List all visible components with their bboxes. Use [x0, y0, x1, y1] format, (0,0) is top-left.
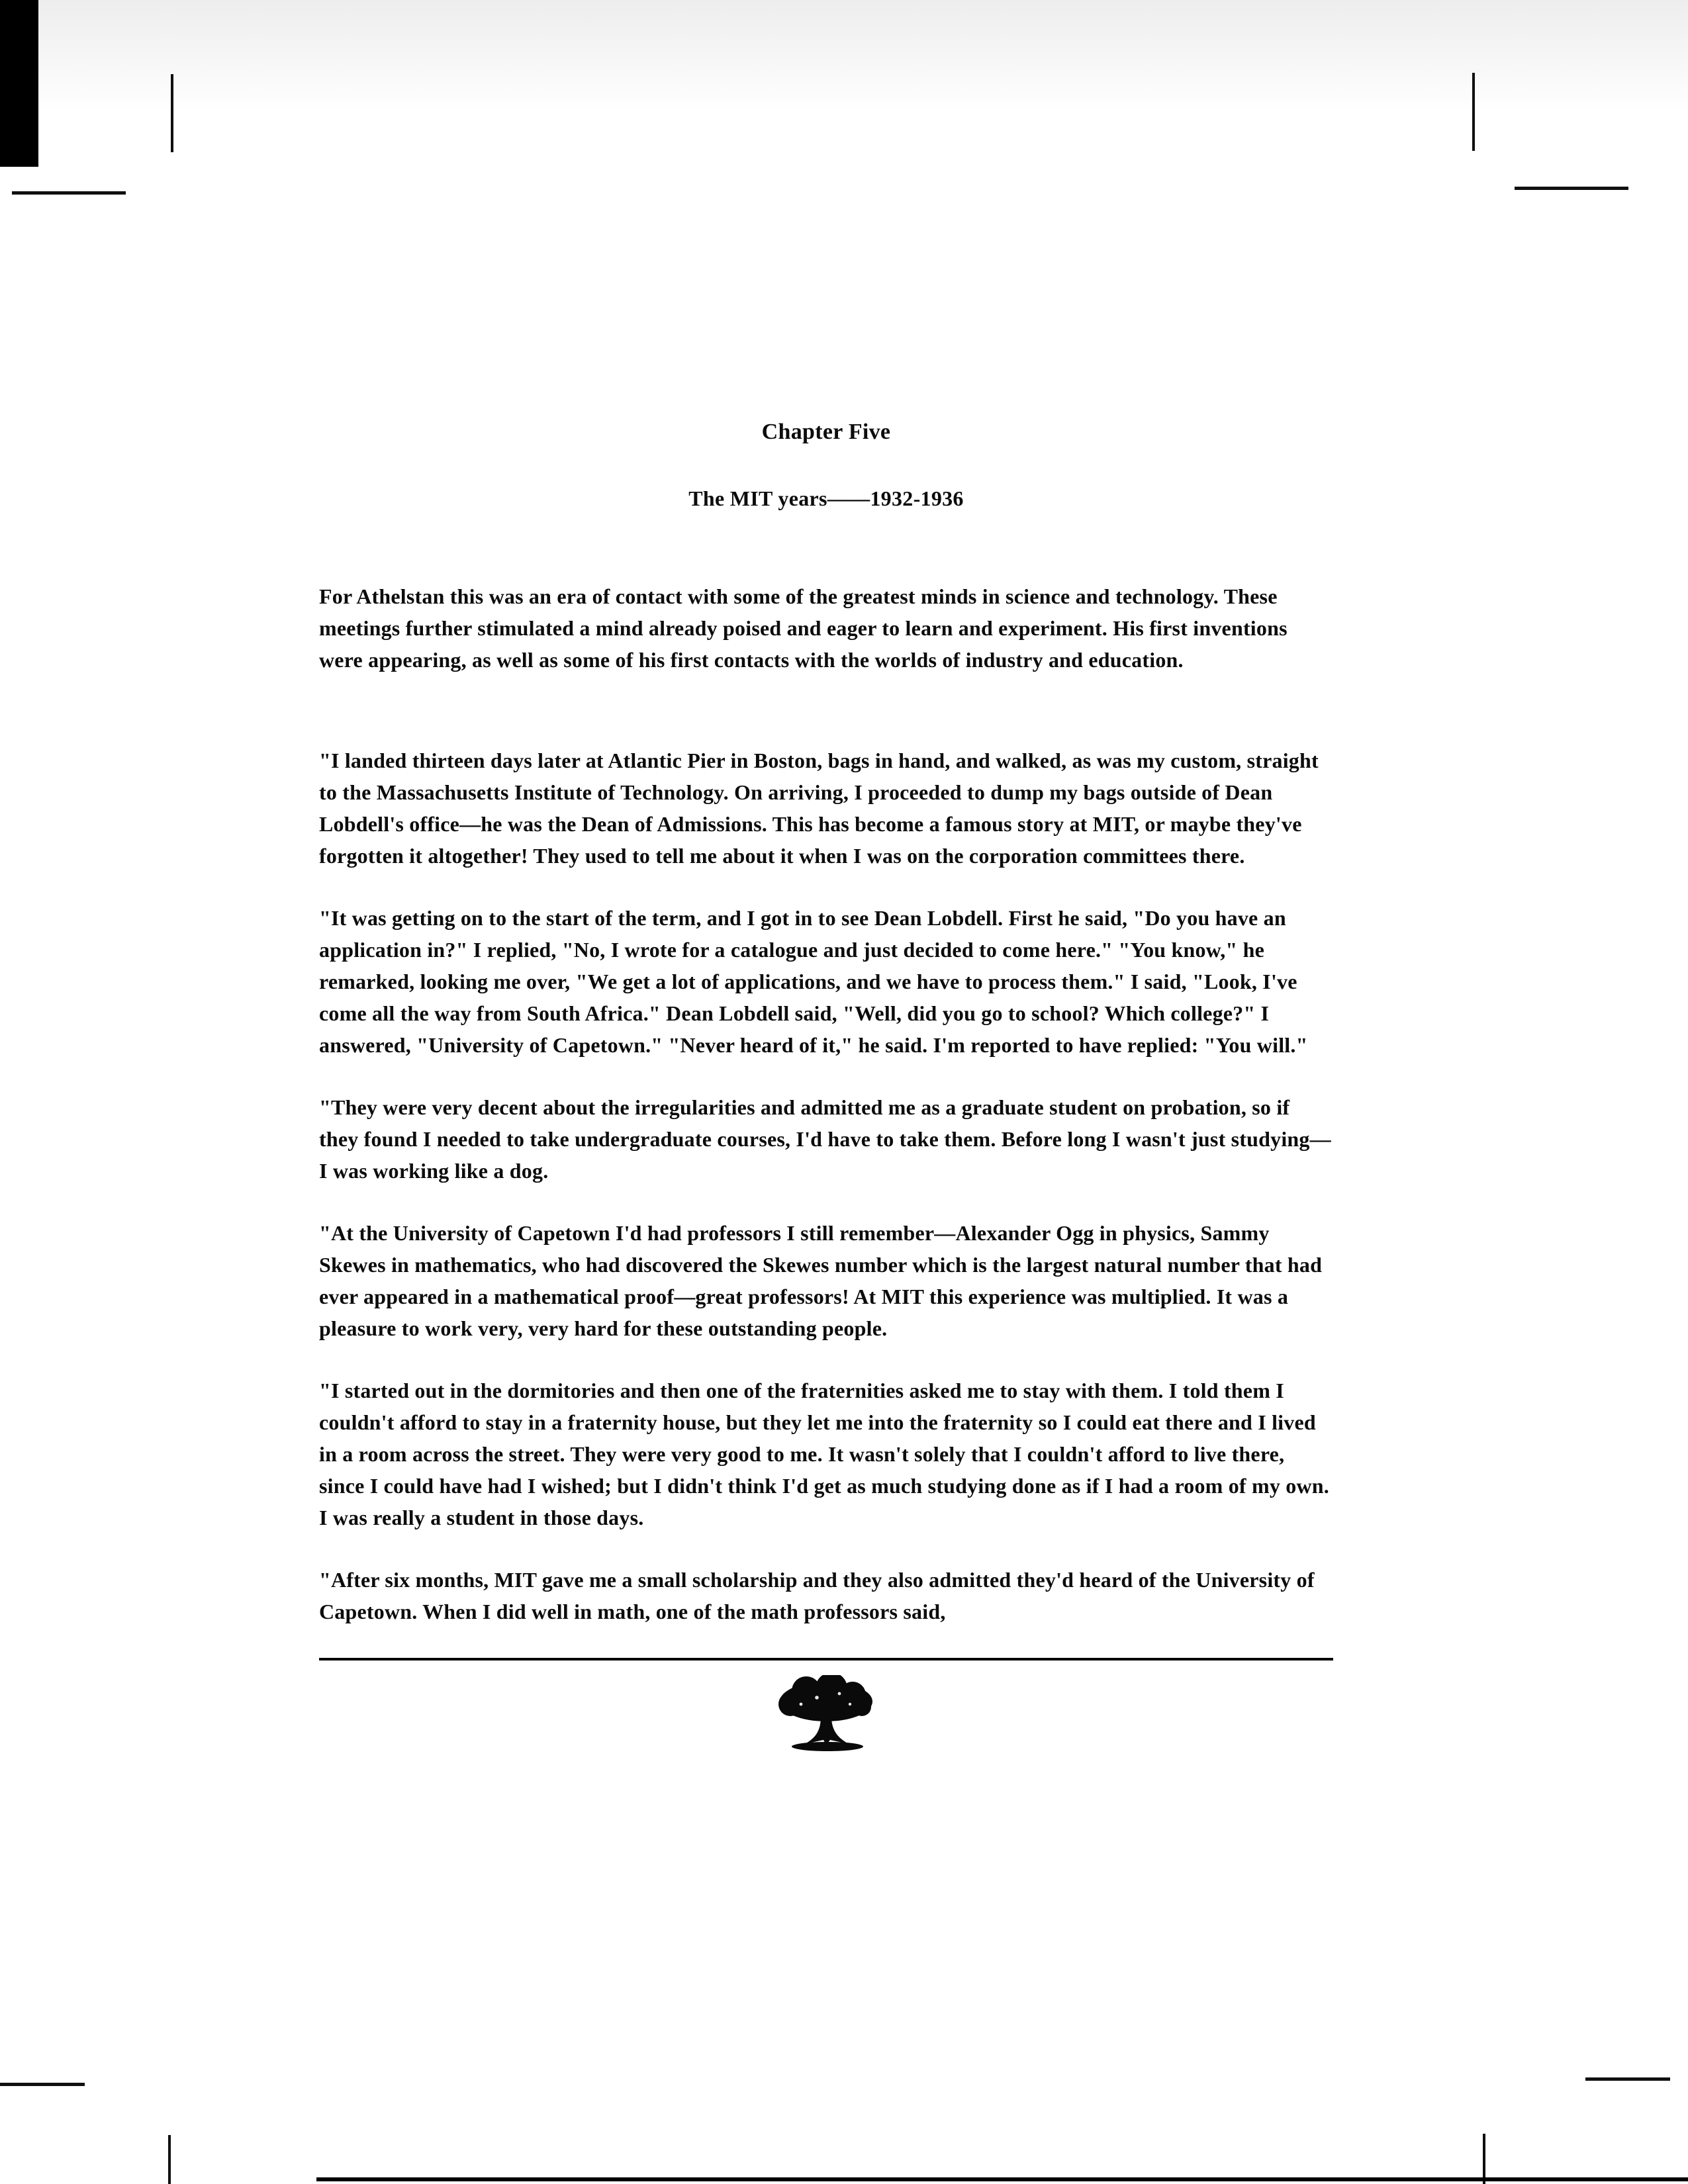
registration-mark-bottom-right — [1483, 2134, 1485, 2184]
page-content — [319, 0, 1333, 1756]
paragraph: "I landed thirteen days later at Atlantic Pier in Boston, bags in hand, and walked, as was my custom, straight to the Massachusetts Institute of Technology. On arriving, I proceeded to dump my bags outside of Dean Lobdell's office—he was the Dean of Admissions. This has become a famous story at MIT, or maybe they've forgotten it altogether! They used to tell me about it when I was on the corporation committees there. — [319, 749, 1319, 868]
paragraph: "At the University of Capetown I'd had professors I still remember—Alexander Ogg in physics, Sammy Skewes in mathematics, who had discovered the Skewes number which is the largest natural number that had ever appeared in a mathematical proof—great professors! At MIT this experience was multiplied. It was a pleasure to work very, very hard for these outstanding people. — [319, 1221, 1323, 1340]
footer-rule — [319, 1658, 1333, 1661]
registration-mark-top-left — [171, 74, 173, 152]
chapter-title: Chapter Five — [761, 420, 891, 444]
registration-mark-top-right — [1472, 73, 1475, 151]
registration-dash-bottom-left — [0, 2083, 85, 2086]
registration-dash-left — [12, 191, 126, 195]
chapter-subtitle: The MIT years——1932-1936 — [688, 486, 964, 510]
footer-logo-area — [319, 1675, 1333, 1756]
registration-dash-right — [1515, 187, 1628, 190]
registration-mark-bottom-left — [168, 2135, 171, 2184]
tree-logo-icon — [767, 1675, 886, 1753]
paragraph: "I started out in the dormitories and then one of the fraternities asked me to stay with them. I told them I couldn't afford to stay in a fraternity house, but they let me into the fraternity so I could eat there and I lived in a room across the street. They were very good to me. It wasn't solely that I couldn't afford to live there, since I could have had I wished; but I didn't think I'd get as much studying done as if I had a room of my own. I was really a student in those days. — [319, 1379, 1329, 1529]
registration-dash-bottom-right — [1585, 2077, 1670, 2081]
paragraph-intro: For Athelstan this was an era of contact with some of the greatest minds in science and technology. These meetings further stimulated a mind already poised and eager to learn and experiment. His first inventions were appearing, as well as some of his first contacts with the worlds of industry and education. — [319, 584, 1288, 672]
paragraph: "After six months, MIT gave me a small scholarship and they also admitted they'd heard of the University of Capetown. When I did well in math, one of the math professors said, — [319, 1568, 1315, 1623]
paragraph: "They were very decent about the irregularities and admitted me as a graduate student on probation, so if they found I needed to take undergraduate courses, I'd have to take them. Before long I wasn't just studying—I was working like a dog. — [319, 1095, 1331, 1183]
scan-artifact-bar — [0, 0, 38, 167]
scan-edge-line — [316, 2177, 1688, 2181]
paragraph: "It was getting on to the start of the term, and I got in to see Dean Lobdell. First he said, "Do you have an application in?" I replied, "No, I wrote for a catalogue and just decided to come here." "You know," he remarked, looking me over, "We get a lot of applications, and we have to process them." I said, "Look, I've come all the way from South Africa." Dean Lobdell said, "Well, did you go to school? Which college?" I answered, "University of Capetown." "Never heard of it," he said. I'm reported to have replied: "You will." — [319, 906, 1308, 1057]
